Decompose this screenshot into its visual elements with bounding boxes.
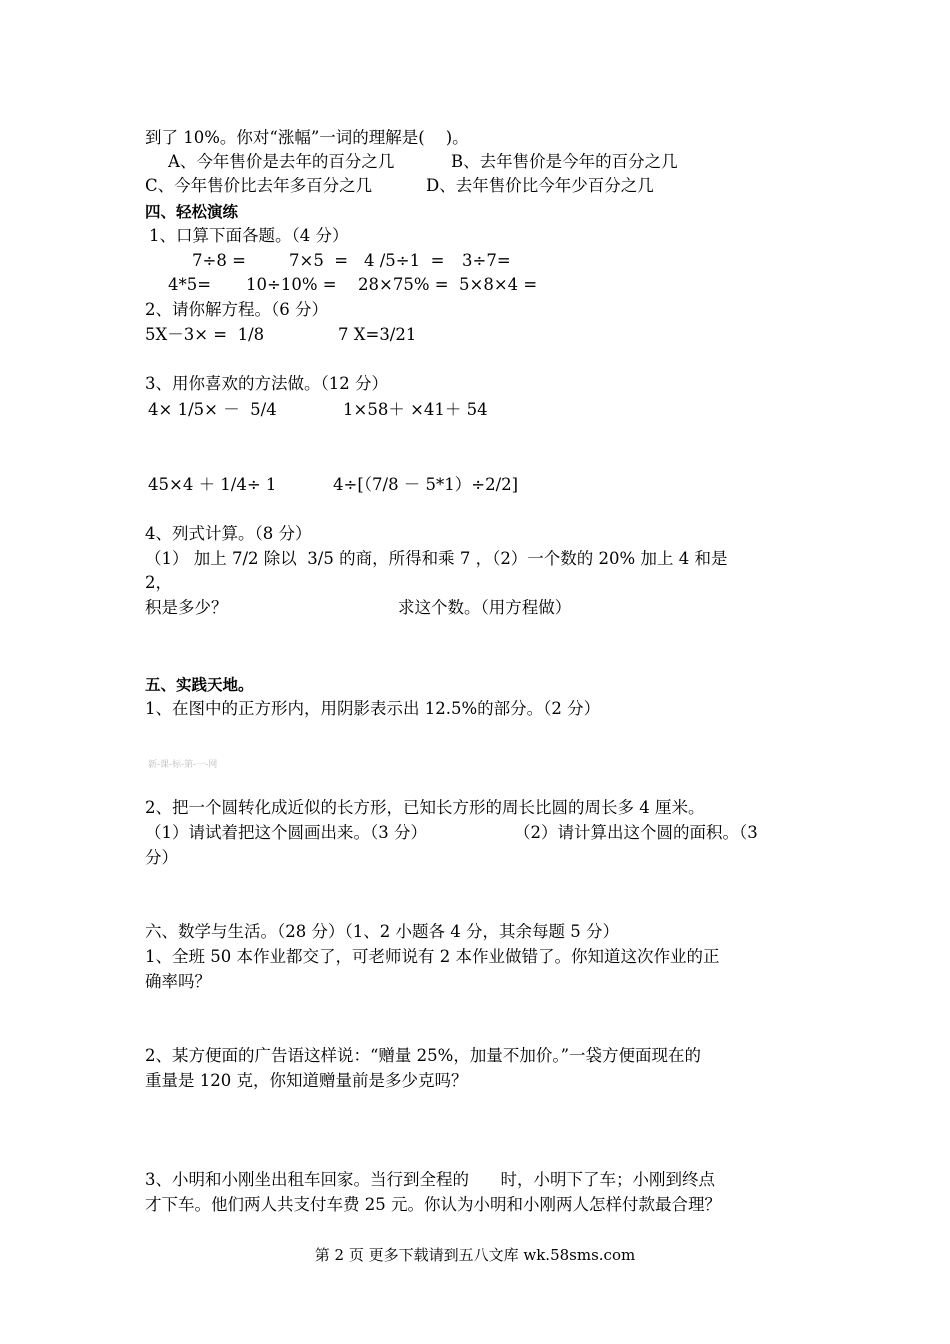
calc-item: 7×5 = bbox=[289, 251, 349, 270]
section-heading: 四、轻松演练 bbox=[145, 203, 239, 221]
question-title: 4、列式计算。（8 分） bbox=[145, 524, 312, 543]
question-text: 3、小明和小刚坐出租车回家。当行到全程的 时，小明下了车；小刚到终点 bbox=[145, 1170, 715, 1189]
option-a: A、今年售价是去年的百分之几 bbox=[168, 152, 395, 171]
question-title: 2、请你解方程。（6 分） bbox=[145, 300, 328, 319]
expression: 45×4 ＋ 1/4÷ 1 bbox=[148, 475, 277, 494]
question-text: 求这个数。（用方程做） bbox=[398, 598, 572, 617]
question-text: 1、在图中的正方形内，用阴影表示出 12.5%的部分。（2 分） bbox=[145, 699, 601, 718]
calc-item: 4*5= bbox=[168, 275, 212, 294]
question-text: 重量是 120 克，你知道赠量前是多少克吗？ bbox=[145, 1071, 468, 1090]
question-text: 2、某方便面的广告语这样说：“赠量 25%，加量不加价。”一袋方便面现在的 bbox=[145, 1046, 702, 1065]
option-d: D、去年售价比今年少百分之几 bbox=[426, 176, 654, 195]
option-b: B、去年售价是今年的百分之几 bbox=[451, 152, 678, 171]
section-heading: 六、数学与生活。（28 分）（1、2 小题各 4 分，其余每题 5 分） bbox=[145, 922, 619, 941]
calc-item: 5×8×4 = bbox=[459, 275, 538, 294]
question-text: 到了 10%。你对“涨幅”一词的理解是( )。 bbox=[145, 128, 469, 147]
calc-item: 10÷10% = bbox=[246, 275, 337, 294]
calc-item: 3÷7= bbox=[462, 251, 511, 270]
question-title: 1、口算下面各题。（4 分） bbox=[149, 226, 349, 245]
question-text: 积是多少？ bbox=[145, 598, 228, 617]
equation: 5X－3× = 1/8 bbox=[145, 325, 265, 344]
question-text: （1） 加上 7/2 除以 3/5 的商，所得和乘 7 ，（2）一个数的 20% 加上 4 和是 bbox=[145, 549, 728, 568]
question-text: 才下车。他们两人共支付车费 25 元。你认为小明和小刚两人怎样付款最合理？ bbox=[145, 1195, 721, 1214]
calc-item: 4 /5÷1 = bbox=[364, 251, 445, 270]
watermark: 新-课-标-第-一-网 bbox=[148, 760, 218, 770]
question-text: （2）请计算出这个圆的面积。（3 bbox=[514, 823, 758, 842]
question-text: 1、全班 50 本作业都交了，可老师说有 2 本作业做错了。你知道这次作业的正 bbox=[145, 947, 720, 966]
calc-item: 7÷8 = bbox=[192, 251, 246, 270]
option-c: C、今年售价比去年多百分之几 bbox=[145, 176, 373, 195]
question-text: 2、把一个圆转化成近似的长方形，已知长方形的周长比圆的周长多 4 厘米。 bbox=[145, 798, 705, 817]
question-text: （1）请试着把这个圆画出来。（3 分） bbox=[145, 823, 427, 842]
question-title: 3、用你喜欢的方法做。（12 分） bbox=[145, 374, 388, 393]
question-text: 确率吗？ bbox=[145, 972, 211, 991]
expression: 4÷[（7/8 － 5*1）÷2/2] bbox=[333, 475, 519, 494]
page-footer: 第 2 页 更多下载请到五八文库 wk.58sms.com bbox=[314, 1246, 636, 1264]
question-text: 2， bbox=[145, 573, 172, 592]
expression: 1×58＋ ×41＋ 54 bbox=[343, 400, 488, 419]
calc-item: 28×75% = bbox=[358, 275, 449, 294]
question-text: 分） bbox=[145, 848, 178, 867]
expression: 4× 1/5× － 5/4 bbox=[148, 400, 277, 419]
equation: 7 X=3/21 bbox=[338, 325, 417, 344]
section-heading: 五、实践天地。 bbox=[145, 676, 254, 694]
